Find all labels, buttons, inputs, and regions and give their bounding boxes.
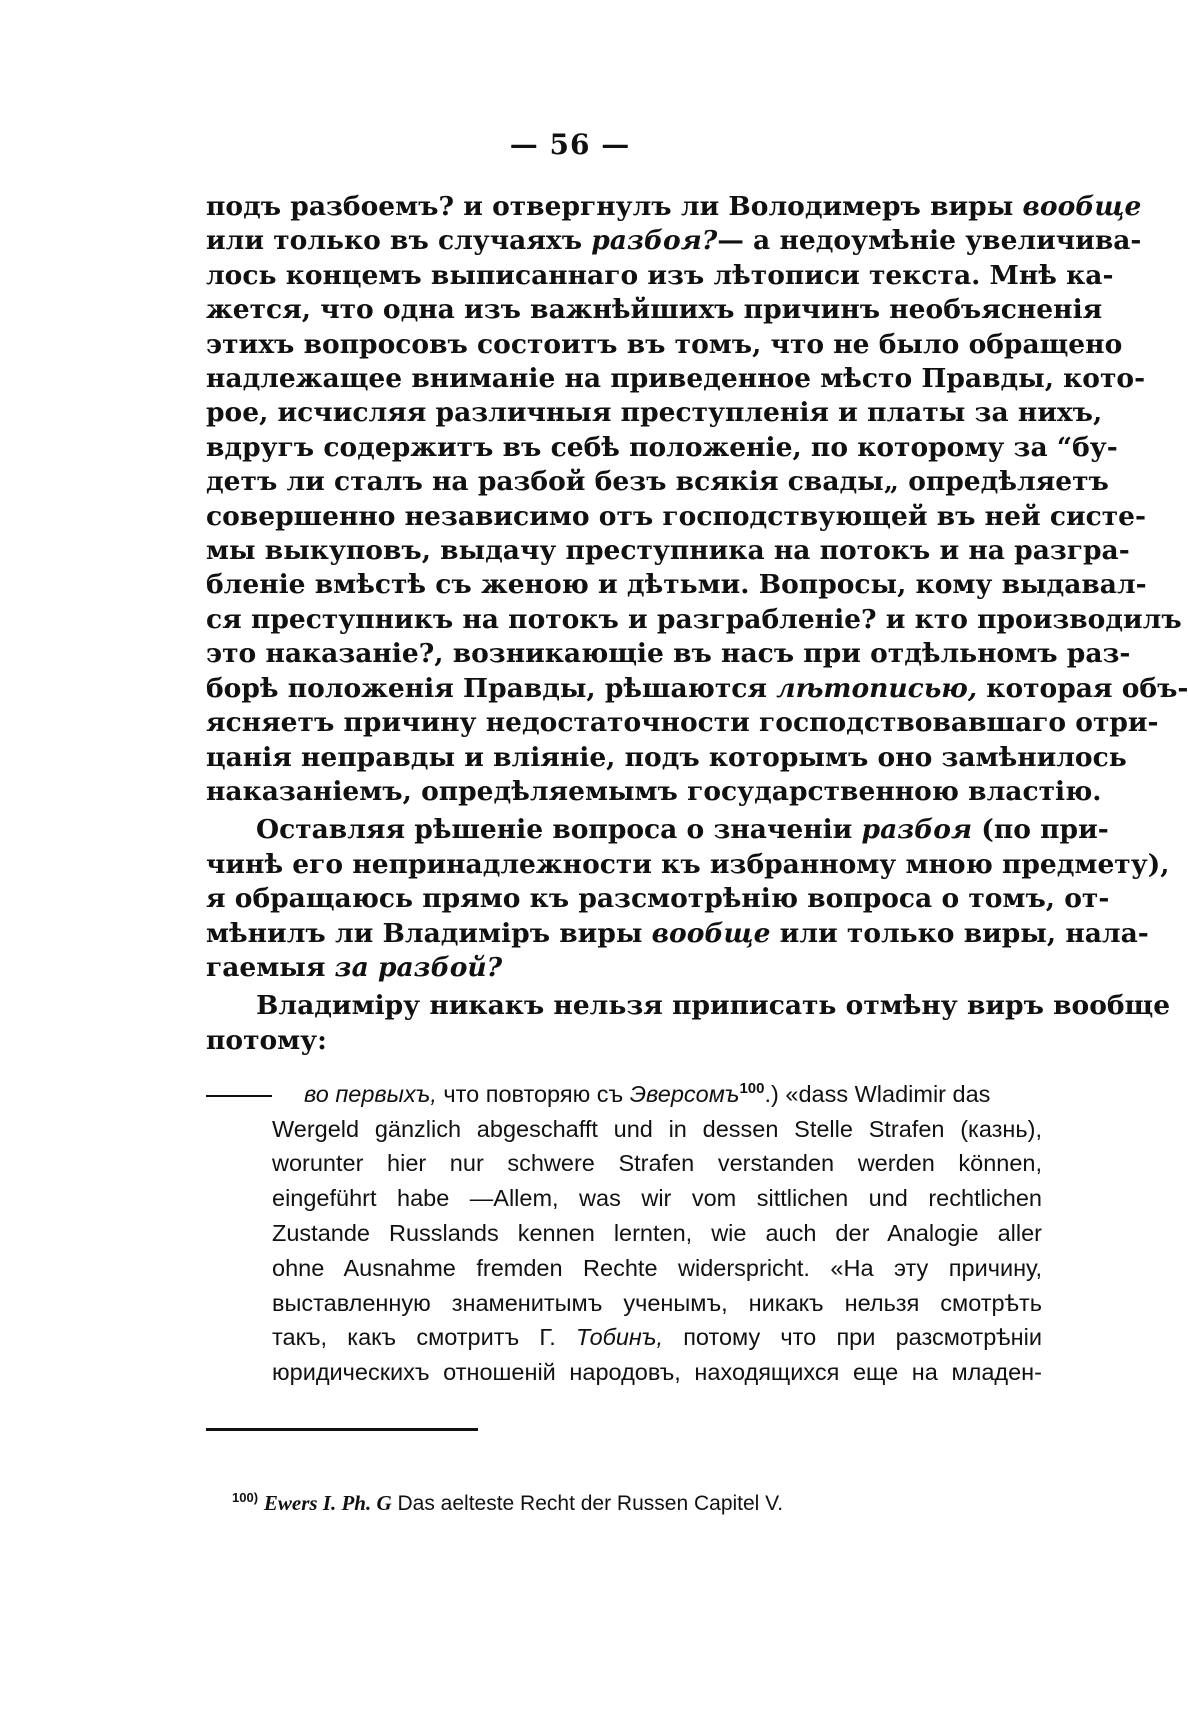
text-line xyxy=(206,672,1188,706)
text-line: цанія неправды и вліяніе, подъ которымъ оно замѣнилось xyxy=(206,741,1127,773)
italic-term: Эверсомъ xyxy=(629,1080,740,1107)
text-line: наказаніемъ, опредѣляемымъ государственною властію. xyxy=(206,775,1102,807)
text-line: лось концемъ выписаннаго изъ лѣтописи текста. Мнѣ ка- xyxy=(206,259,1114,291)
text-run: или только виры, нала- xyxy=(770,917,1149,949)
text-line: ohne Ausnahme fremden Rechte widerspricht. «На эту причину, xyxy=(272,1254,1042,1281)
text-line: ся преступникъ на потокъ и разграбленіе? и кто производилъ xyxy=(206,603,1182,635)
dash-rule xyxy=(206,1095,272,1097)
italic-term: за разбой? xyxy=(334,951,503,983)
footnote-authors: Ewers I. Ph. G xyxy=(263,1491,392,1515)
text-run: Оставляя рѣшеніе вопроса о значеніи xyxy=(256,814,862,846)
text-run: .) «dass Wladimir das xyxy=(764,1080,991,1107)
quotation-block xyxy=(206,1072,1042,1390)
text-run: гаемыя xyxy=(206,951,335,983)
italic-term: вообще xyxy=(1022,191,1142,222)
footnote-reference: 100 xyxy=(739,1080,765,1097)
text-line: worunter hier nur schwere Strafen verstanden werden können, xyxy=(272,1150,1042,1177)
text-line: юридическихъ отношеній народовъ, находящихся еще на младен- xyxy=(272,1359,1042,1386)
italic-term: лѣтописью, xyxy=(776,672,978,704)
text-line: Zustande Russlands kennen lernten, wie auch der Analogie aller xyxy=(272,1220,1042,1247)
footnote-text: Das aelteste Recht der Russen Capitel V. xyxy=(391,1492,784,1515)
text-line xyxy=(206,1320,1042,1355)
footnote-separator xyxy=(206,1428,478,1431)
text-run: подъ разбоемъ? и отвергнулъ ли Володимеръ виры xyxy=(206,191,1023,222)
paragraph-1 xyxy=(206,190,1188,809)
text-run: (по при- xyxy=(972,814,1109,846)
text-run: или только въ случаяхъ xyxy=(206,225,592,257)
text-line: я обращаюсь прямо къ разсмотрѣнію вопроса о томъ, от- xyxy=(206,883,1110,915)
text-line: Wergeld gänzlich abgeschafft und in dessen Stelle Strafen (казнь), xyxy=(272,1115,1042,1142)
text-line: детъ ли сталъ на разбой безъ всякія свады„ опредѣляетъ xyxy=(206,466,1109,498)
italic-term: Тобинъ, xyxy=(576,1324,663,1351)
text-line xyxy=(206,224,1142,258)
text-run: которая объ- xyxy=(977,672,1188,704)
text-run: такъ, какъ смотритъ Г. xyxy=(272,1324,576,1351)
text-line xyxy=(206,190,1142,224)
text-line: рое, исчисляя различныя преступленія и платы за нихъ, xyxy=(206,397,1103,429)
text-run: мѣнилъ ли Владиміръ виры xyxy=(206,917,652,949)
text-line: Владиміру никакъ нельзя приписать отмѣну виръ вообще xyxy=(256,990,1171,1022)
footnote xyxy=(232,1490,1032,1516)
text-line: это наказаніе?, возникающіе въ насъ при отдѣльномъ раз- xyxy=(206,638,1131,670)
text-line: ясняетъ причину недостаточности господствовавшаго отри- xyxy=(206,707,1159,739)
text-line: бленіе вмѣстѣ съ женою и дѣтьми. Вопросы, кому выдавал- xyxy=(206,569,1147,601)
text-line: жется, что одна изъ важнѣйшихъ причинъ необъясненія xyxy=(206,294,1103,326)
text-line: потому: xyxy=(206,1024,327,1056)
text-line xyxy=(206,1072,1042,1112)
text-line: надлежащее вниманіе на приведенное мѣсто Правды, кото- xyxy=(206,363,1146,395)
text-line: совершенно независимо отъ господствующей въ ней систе- xyxy=(206,500,1147,532)
text-line: мы выкуповъ, выдачу преступника на потокъ и на разгра- xyxy=(206,535,1130,567)
text-line: чинѣ его непринадлежности къ избранному мною предмету), xyxy=(206,848,1170,880)
paragraph-3 xyxy=(206,989,1171,1058)
main-text xyxy=(206,190,1188,1058)
text-line: eingeführt habe —Allem, was wir vom sittlichen und rechtlichen xyxy=(272,1185,1042,1212)
text-run: борѣ положенія Правды, рѣшаются xyxy=(206,672,777,704)
text-run: — а недоумѣніе увеличива- xyxy=(717,225,1142,257)
italic-term: вообще xyxy=(651,917,771,949)
italic-term: во первыхъ, xyxy=(304,1080,437,1107)
text-line: этихъ вопросовъ состоитъ въ томъ, что не было обращено xyxy=(206,328,1123,360)
italic-term: разбоя? xyxy=(591,225,718,257)
text-run: потому что при разсмотрѣніи xyxy=(663,1324,1042,1351)
text-line: выставленную знаменитымъ ученымъ, никакъ нельзя смотрѣть xyxy=(272,1289,1042,1316)
italic-term: разбоя xyxy=(861,814,973,846)
text-line: вдругъ содержитъ въ себѣ положеніе, по которому за “бу- xyxy=(206,431,1118,463)
page-number: — 56 — xyxy=(509,128,631,161)
footnote-mark: 100) xyxy=(232,1490,259,1505)
text-line xyxy=(206,951,1042,985)
text-run: что повторяю съ xyxy=(436,1080,630,1107)
paragraph-2 xyxy=(206,813,1170,985)
text-line xyxy=(206,813,1109,847)
text-line xyxy=(206,917,1149,951)
